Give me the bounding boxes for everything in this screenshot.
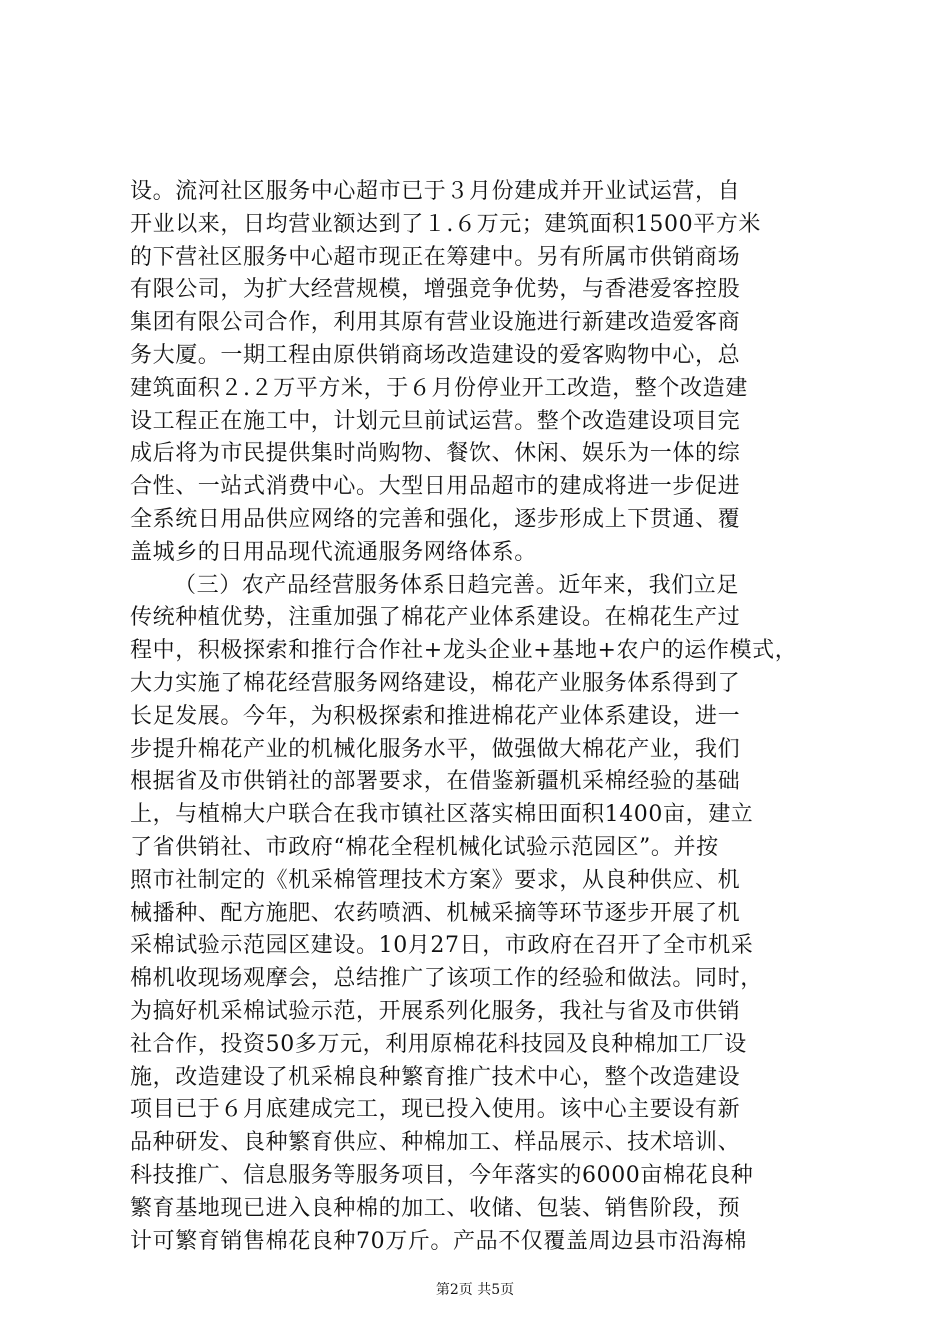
text-line: 品种研发、良种繁育供应、种棉加工、样品展示、技术培训、 [130,1130,741,1156]
text-line: 设。流河社区服务中心超市已于３月份建成并开业试运营，自 [130,179,741,204]
text-line: 了省供销社、市政府“棉花全程机械化试验示范园区”。并按 [130,834,719,860]
text-line: 成后将为市民提供集时尚购物、餐饮、休闲、娱乐为一体的综 [130,441,741,467]
text-line: 社合作，投资50多万元，利用原棉花科技园及良种棉加工厂设 [130,1031,747,1057]
page-footer [0,1281,950,1299]
text-line: 根据省及市供销社的部署要求，在借鉴新疆机采棉经验的基础 [130,769,741,795]
text-line: 繁育基地现已进入良种棉的加工、收储、包装、销售阶段，预 [130,1195,741,1221]
text-line: 械播种、配方施肥、农药喷洒、机械采摘等环节逐步开展了机 [130,900,741,926]
text-line: 施，改造建设了机采棉良种繁育推广技术中心，整个改造建设 [130,1064,741,1090]
text-line: 集团有限公司合作，利用其原有营业设施进行新建改造爱客商 [130,310,741,336]
text-line: 采棉试验示范园区建设。10月27日，市政府在召开了全市机采 [130,933,754,959]
paragraph-start-line: （三）农产品经营服务体系日趋完善。近年来，我们立足 [174,572,740,598]
text-line: 程中，积极探索和推行合作社+龙头企业+基地+农户的运作模式， [130,638,798,664]
text-line: 盖城乡的日用品现代流通服务网络体系。 [130,539,537,565]
text-line: 为搞好机采棉试验示范，开展系列化服务，我社与省及市供销 [130,998,741,1024]
text-line: 务大厦。一期工程由原供销商场改造建设的爱客购物中心，总 [130,342,741,368]
text-line: 的下营社区服务中心超市现正在筹建中。另有所属市供销商场 [130,244,741,270]
text-line: 步提升棉花产业的机械化服务水平，做强做大棉花产业，我们 [130,736,741,762]
page-number: 第2页 共5页 [435,1282,515,1298]
text-line: 全系统日用品供应网络的完善和强化，逐步形成上下贯通、覆 [130,506,741,532]
text-line: 传统种植优势，注重加强了棉花产业体系建设。在棉花生产过 [130,605,741,631]
text-line: 合性、一站式消费中心。大型日用品超市的建成将进一步促进 [130,474,741,500]
text-line: 项目已于６月底建成完工，现已投入使用。该中心主要设有新 [130,1097,741,1123]
text-line: 开业以来，日均营业额达到了１.６万元；建筑面积1500平方米 [130,211,761,237]
text-line: 建筑面积２.２万平方米，于６月份停业开工改造，整个改造建 [130,375,748,401]
text-line: 棉机收现场观摩会，总结推广了该项工作的经验和做法。同时， [130,966,763,992]
text-line: 长足发展。今年，为积极探索和推进棉花产业体系建设，进一 [130,703,741,729]
document-body [130,176,830,1258]
text-line: 照市社制定的《机采棉管理技术方案》要求，从良种供应、机 [130,867,741,893]
text-line: 设工程正在施工中，计划元旦前试运营。整个改造建设项目完 [130,408,741,434]
text-line: 计可繁育销售棉花良种70万斤。产品不仅覆盖周边县市沿海棉 [130,1228,747,1254]
text-line: 有限公司，为扩大经营规模，增强竞争优势，与香港爱客控股 [130,277,741,303]
text-line: 大力实施了棉花经营服务网络建设，棉花产业服务体系得到了 [130,670,741,696]
text-line: 科技推广、信息服务等服务项目，今年落实的6000亩棉花良种 [130,1162,754,1188]
text-line: 上，与植棉大户联合在我市镇社区落实棉田面积1400亩，建立 [130,802,754,828]
